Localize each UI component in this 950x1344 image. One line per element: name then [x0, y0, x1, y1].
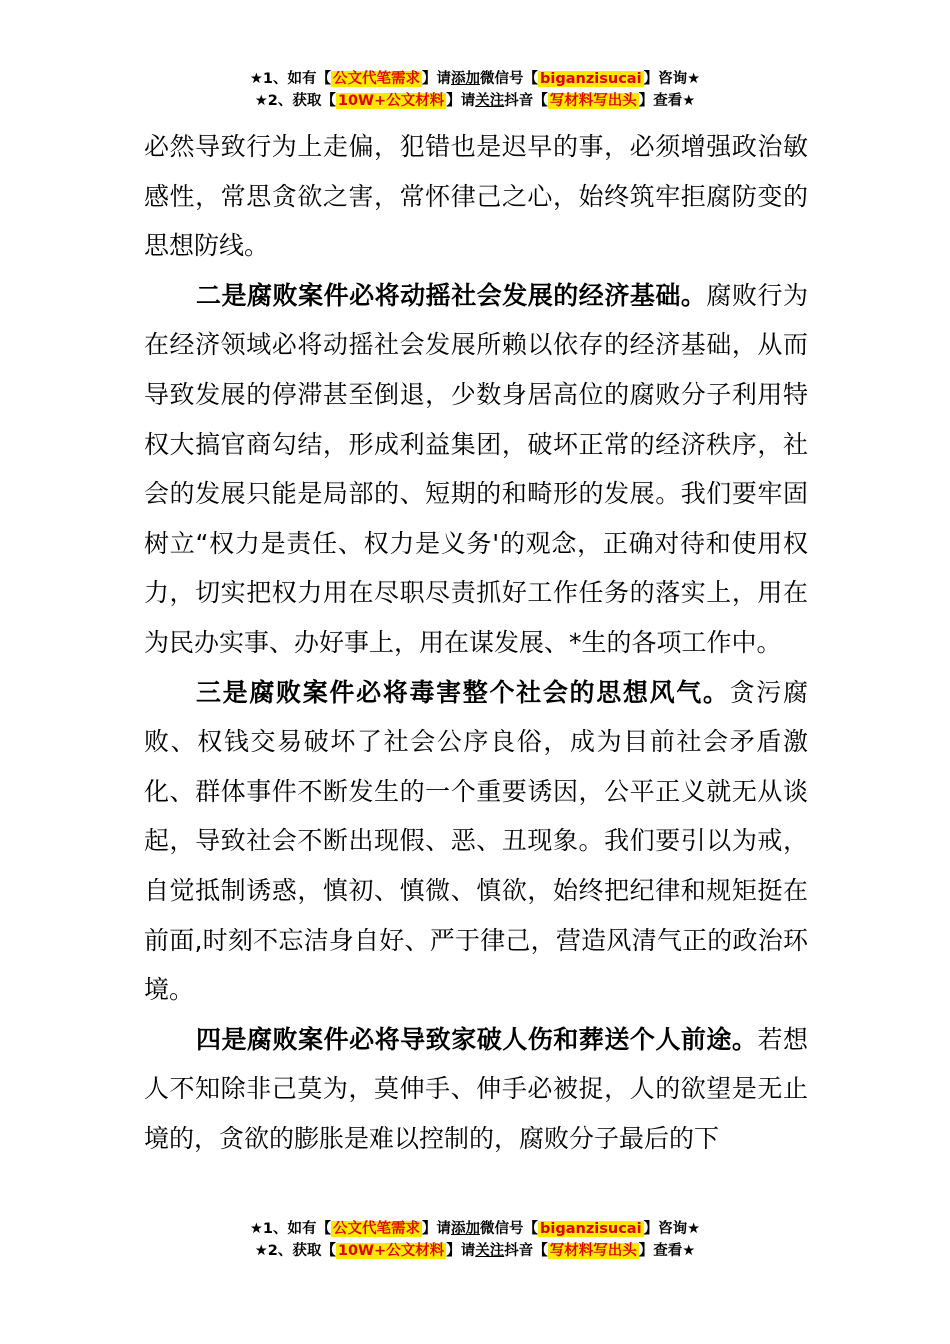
- banner-highlight: 10W+公文材料: [337, 1243, 445, 1259]
- banner-highlight: biganzisucai: [540, 1221, 642, 1237]
- banner-highlight: biganzisucai: [540, 71, 642, 87]
- paragraph-heading: 二是腐败案件必将动摇社会发展的经济基础。: [196, 280, 707, 310]
- banner-line-1: [0, 68, 950, 90]
- banner-text: 】查看★: [638, 1243, 696, 1259]
- banner-highlight: 写材料写出头: [549, 1243, 637, 1259]
- banner-highlight: 10W+公文材料: [337, 93, 445, 109]
- paragraph-text: 贪污腐败、权钱交易破坏了社会公序良俗，成为目前社会矛盾激化、群体事件不断发生的一个重要诱因，公平正义就无从谈起，导致社会不断出现假、恶、丑现象。我们要引以为戒，自觉抵制诱惑，慎初、慎微、慎欲，始终把纪律和规矩挺在前面,时刻不忘洁身自好、严于律己，营造风清气正的政治环境。: [144, 677, 808, 1005]
- banner-text: 】咨询★: [643, 71, 701, 87]
- banner-line-2: [0, 90, 950, 112]
- header-banner: [0, 68, 950, 112]
- banner-text: 抖音【: [504, 93, 548, 109]
- banner-underlined-text: 关注: [475, 93, 505, 109]
- paragraph-heading: 四是腐败案件必将导致家破人伤和葬送个人前途。: [196, 1024, 758, 1054]
- banner-text: 】咨询★: [643, 1221, 701, 1237]
- banner-text: 抖音【: [504, 1243, 548, 1259]
- paragraph: [144, 1015, 808, 1164]
- banner-text: 微信号【: [480, 1221, 539, 1237]
- paragraph: [144, 122, 808, 271]
- banner-text: 】请: [422, 1221, 452, 1237]
- banner-text: ★1、如有【: [249, 1221, 332, 1237]
- banner-line-1: [0, 1218, 950, 1240]
- banner-underlined-text: 添加: [451, 1221, 481, 1237]
- banner-line-2: [0, 1240, 950, 1262]
- banner-text: 】请: [446, 93, 476, 109]
- banner-underlined-text: 添加: [451, 71, 481, 87]
- banner-text: ★2、获取【: [254, 93, 336, 109]
- banner-underlined-text: 关注: [475, 1243, 505, 1259]
- banner-highlight: 写材料写出头: [549, 93, 637, 109]
- footer-banner: [0, 1218, 950, 1262]
- banner-highlight: 公文代笔需求: [333, 1221, 421, 1237]
- banner-text: ★2、获取【: [254, 1243, 336, 1259]
- banner-text: 】请: [446, 1243, 476, 1259]
- banner-text: 】查看★: [638, 93, 696, 109]
- paragraph-text: 若想人不知除非己莫为，莫伸手、伸手必被捉，人的欲望是无止境的，贪欲的膨胀是难以控制的，腐败分子最后的下: [144, 1024, 808, 1153]
- banner-text: ★1、如有【: [249, 71, 332, 87]
- paragraph-heading: 三是腐败案件必将毒害整个社会的思想风气。: [196, 677, 730, 707]
- document-body: [144, 122, 808, 1163]
- paragraph-text: 腐败行为在经济领域必将动摇社会发展所赖以依存的经济基础，从而导致发展的停滞甚至倒退，少数身居高位的腐败分子利用特权大搞官商勾结，形成利益集团，破坏正常的经济秩序，社会的发展只能是局部的、短期的和畸形的发展。我们要牢固树立“权力是责任、权力是义务'的观念，正确对待和使用权力，切实把权力用在尽职尽责抓好工作任务的落实上，用在为民办实事、办好事上，用在谋发展、*生的各项工作中。: [144, 280, 808, 657]
- banner-text: 微信号【: [480, 71, 539, 87]
- banner-highlight: 公文代笔需求: [333, 71, 421, 87]
- paragraph: [144, 271, 808, 668]
- banner-text: 】请: [422, 71, 452, 87]
- paragraph-text: 必然导致行为上走偏，犯错也是迟早的事，必须增强政治敏感性，常思贪欲之害，常怀律己之心，始终筑牢拒腐防变的思想防线。: [144, 132, 808, 261]
- paragraph: [144, 668, 808, 1015]
